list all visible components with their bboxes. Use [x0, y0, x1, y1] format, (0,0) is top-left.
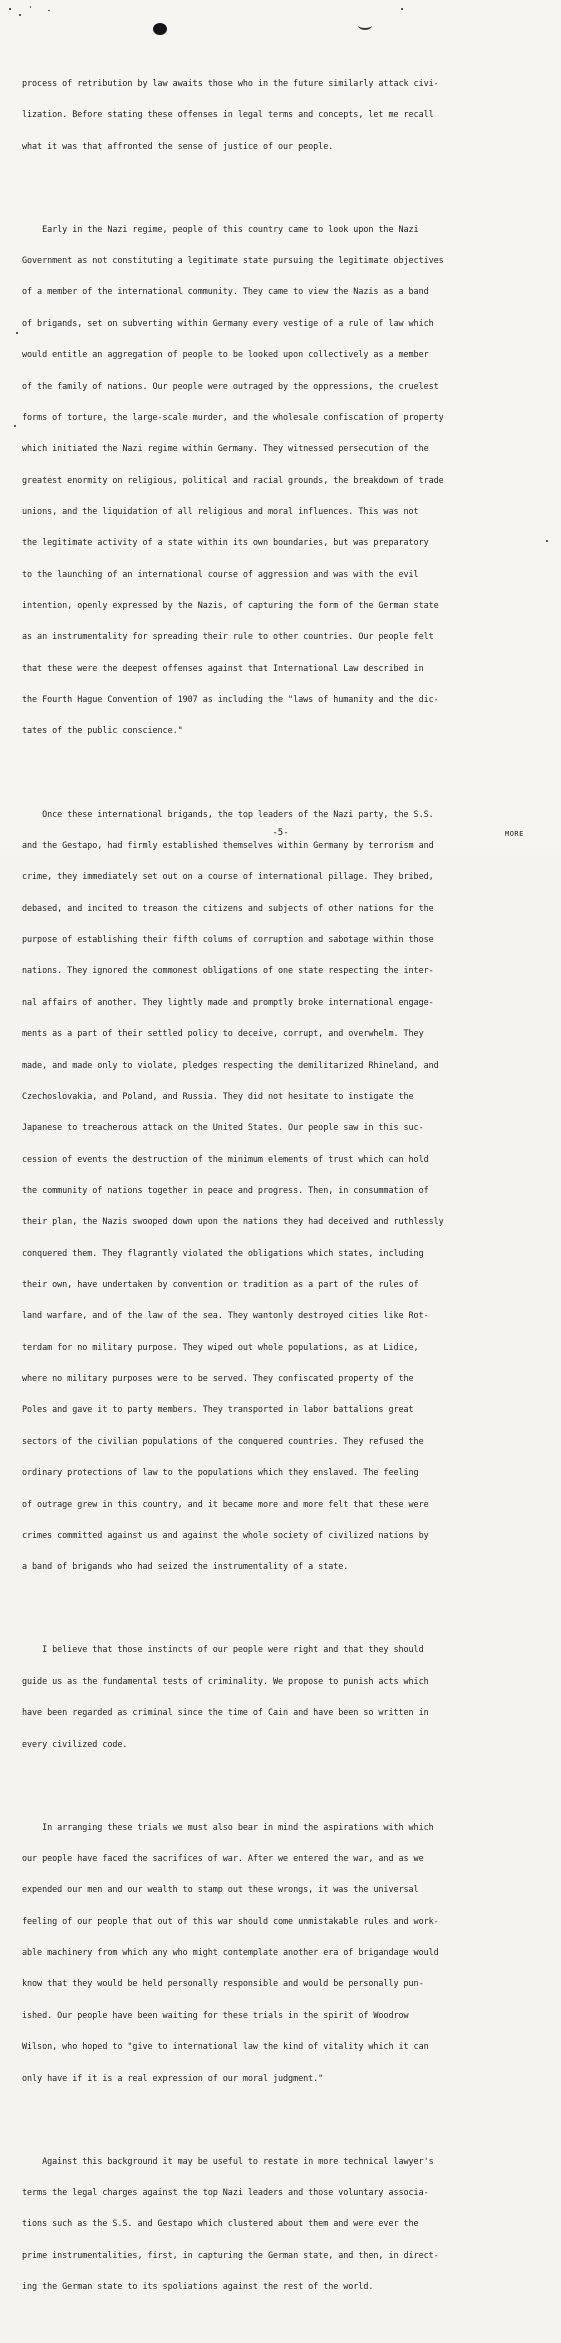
text-line: the community of nations together in peace and progress. Then, in consummation of — [22, 1184, 429, 1195]
text-line: greatest enormity on religious, political and racial grounds, the breakdown of trade — [22, 474, 444, 485]
text-line: as an instrumentality for spreading their rule to other countries. Our people felt — [22, 631, 434, 642]
text-line: would entitle an aggregation of people to be looked upon collectively as a member — [22, 349, 429, 360]
paragraph-6 — [22, 2135, 542, 2313]
text-line: sectors of the civilian populations of the conquered countries. They refused the — [22, 1435, 424, 1446]
speck — [16, 332, 18, 334]
text-line: the legitimate activity of a state within its own boundaries, but was preparatory — [22, 537, 429, 548]
text-line: Wilson, who hoped to "give to international law the kind of vitality which it can — [22, 2041, 429, 2052]
text-line: that these were the deepest offenses against that International Law described in — [22, 662, 424, 673]
text-line: expended our men and our wealth to stamp out these wrongs, it was the universal — [22, 1884, 419, 1895]
text-line: debased, and incited to treason the citizens and subjects of other nations for the — [22, 902, 434, 913]
text-line: ing the German state to its spoliations against the rest of the world. — [22, 2281, 374, 2292]
paragraph-2 — [22, 203, 542, 757]
text-line: of outrage grew in this country, and it became more and more felt that these were — [22, 1498, 429, 1509]
text-line: our people have faced the sacrifices of war. After we entered the war, and as we — [22, 1853, 424, 1864]
text-line: land warfare, and of the law of the sea. They wantonly destroyed cities like Rot- — [22, 1310, 429, 1321]
text-line: nal affairs of another. They lightly made and promptly broke international engage- — [22, 996, 434, 1007]
text-line: of brigands, set on subverting within Germany every vestige of a rule of law which — [22, 317, 434, 328]
paragraph-5 — [22, 1801, 542, 2104]
text-line: tions such as the S.S. and Gestapo which clustered about them and were ever the — [22, 2218, 419, 2229]
text-line: process of retribution by law awaits those who in the future similarly attack civi- — [22, 77, 439, 88]
text-line: Poles and gave it to party members. They transported in labor battalions great — [22, 1404, 414, 1415]
speck — [401, 8, 403, 10]
text-line: terms the legal charges against the top Nazi leaders and those voluntary associa- — [22, 2187, 429, 2198]
speck — [14, 425, 16, 427]
text-line: ished. Our people have been waiting for these trials in the spirit of Woodrow — [22, 2009, 409, 2020]
text-line: unions, and the liquidation of all religious and moral influences. This was not — [22, 505, 419, 516]
text-line: have been regarded as criminal since the time of Cain and have been so written in — [22, 1707, 429, 1718]
text-line: Government as not constituting a legitimate state pursuing the legitimate objectives — [22, 255, 444, 266]
text-line: and the Gestapo, had firmly established themselves within Germany by terrorism and — [22, 839, 434, 850]
text-line: crime, they immediately set out on a course of international pillage. They bribed, — [22, 871, 434, 882]
speck — [48, 10, 50, 11]
text-line: I believe that those instincts of our people were right and that they should — [22, 1644, 424, 1655]
text-line: every civilized code. — [22, 1738, 128, 1749]
text-line: conquered them. They flagrantly violated the obligations which states, including — [22, 1247, 424, 1258]
text-line: tates of the public conscience." — [22, 725, 183, 736]
text-line: lization. Before stating these offenses in legal terms and concepts, let me recall — [22, 109, 434, 120]
text-line: of the family of nations. Our people were outraged by the oppressions, the cruelest — [22, 380, 439, 391]
text-line: crimes committed against us and against the whole society of civilized nations by — [22, 1529, 429, 1540]
speck — [30, 6, 31, 8]
paragraph-1 — [22, 57, 542, 172]
document-body — [22, 36, 542, 2343]
text-line: purpose of establishing their fifth colums of corruption and sabotage within those — [22, 934, 434, 945]
text-line: of a member of the international community. They came to view the Nazis as a band — [22, 286, 429, 297]
text-line: Against this background it may be useful to restate in more technical lawyer's — [22, 2155, 434, 2166]
text-line: to the launching of an international course of aggression and was with the evil — [22, 568, 419, 579]
text-line: able machinery from which any who might contemplate another era of brigandage would — [22, 1947, 439, 1958]
text-line: Japanese to treacherous attack on the United States. Our people saw in this suc- — [22, 1122, 424, 1133]
text-line: their own, have undertaken by convention or tradition as a part of the rules of — [22, 1279, 419, 1290]
text-line: their plan, the Nazis swooped down upon the nations they had deceived and ruthlessly — [22, 1216, 444, 1227]
text-line: intention, openly expressed by the Nazis, of capturing the form of the German state — [22, 600, 439, 611]
speck — [19, 14, 21, 16]
text-line: forms of torture, the large-scale murder, and the wholesale confiscation of property — [22, 411, 444, 422]
paragraph-3 — [22, 788, 542, 1593]
text-line: nations. They ignored the commonest obligations of one state respecting the inter- — [22, 965, 434, 976]
text-line: feeling of our people that out of this war should come unmistakable rules and work- — [22, 1915, 439, 1926]
text-line: only have if it is a real expression of our moral judgment." — [22, 2072, 324, 2083]
text-line: a band of brigands who had seized the instrumentality of a state. — [22, 1561, 349, 1572]
text-line: what it was that affronted the sense of justice of our people. — [22, 140, 334, 151]
text-line: which initiated the Nazi regime within Germany. They witnessed persecution of the — [22, 443, 429, 454]
speck — [546, 540, 548, 542]
text-line: Once these international brigands, the top leaders of the Nazi party, the S.S. — [22, 808, 434, 819]
paragraph-4 — [22, 1624, 542, 1770]
text-line: ments as a part of their settled policy to deceive, corrupt, and overwhelm. They — [22, 1028, 424, 1039]
speck — [9, 8, 11, 10]
text-line: prime instrumentalities, first, in capturing the German state, and then, in direct- — [22, 2249, 439, 2260]
text-line: guide us as the fundamental tests of criminality. We propose to punish acts which — [22, 1675, 429, 1686]
punch-hole — [153, 23, 167, 35]
text-line: the Fourth Hague Convention of 1907 as including the "laws of humanity and the dic- — [22, 694, 439, 705]
text-line: Early in the Nazi regime, people of this country came to look upon the Nazi — [22, 223, 419, 234]
text-line: where no military purposes were to be served. They confiscated property of the — [22, 1373, 414, 1384]
continuation-marker: MORE — [505, 830, 524, 838]
text-line: know that they would be held personally responsible and would be personally pun- — [22, 1978, 424, 1989]
text-line: ordinary protections of law to the populations which they enslaved. The feeling — [22, 1467, 419, 1478]
text-line: Czechoslovakia, and Poland, and Russia. They did not hesitate to instigate the — [22, 1090, 414, 1101]
text-line: cession of events the destruction of the minimum elements of trust which can hold — [22, 1153, 429, 1164]
page-number: -5- — [272, 828, 289, 838]
paper-mark — [358, 21, 372, 30]
text-line: terdam for no military purpose. They wiped out whole populations, as at Lidice, — [22, 1341, 419, 1352]
text-line: In arranging these trials we must also bear in mind the aspirations with which — [22, 1821, 434, 1832]
text-line: made, and made only to violate, pledges respecting the demilitarized Rhineland, and — [22, 1059, 439, 1070]
